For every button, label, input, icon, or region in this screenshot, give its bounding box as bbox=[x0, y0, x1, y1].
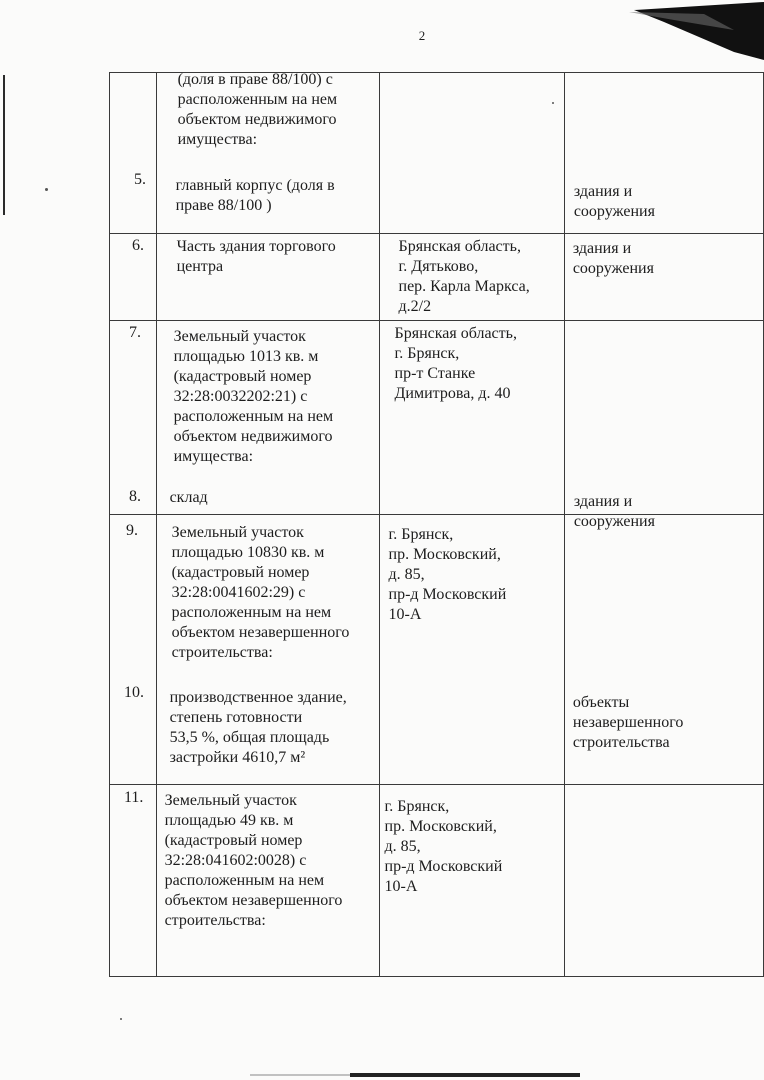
item-address: г. Брянск, пр. Московский, д. 85, пр-д Московский 10-А bbox=[388, 526, 507, 623]
item-description: Земельный участок площадью 10830 кв. м (кадастровый номер 32:28:0041602:29) с расположенным на нем объектом незавершенного строительства: bbox=[171, 524, 350, 661]
category-cell bbox=[564, 785, 763, 977]
item-number: 8. bbox=[129, 488, 141, 505]
item-category: здания и сооружения bbox=[573, 183, 655, 220]
scan-speck bbox=[120, 1018, 122, 1020]
category-cell bbox=[564, 515, 763, 785]
table-row bbox=[110, 321, 764, 515]
item-subdescription: склад bbox=[169, 489, 208, 506]
address-cell bbox=[379, 234, 564, 321]
description-cell bbox=[156, 515, 379, 785]
item-description: Часть здания торгового центра bbox=[176, 238, 336, 275]
scan-speck bbox=[45, 188, 48, 191]
number-cell bbox=[110, 515, 157, 785]
item-category: здания и сооружения bbox=[573, 493, 655, 530]
item-address: г. Брянск, пр. Московский, д. 85, пр-д Московский 10-А bbox=[384, 798, 503, 895]
scan-edge-mark bbox=[3, 75, 5, 215]
item-number: 9. bbox=[126, 522, 138, 539]
item-subdescription: главный корпус (доля в праве 88/100 ) bbox=[175, 177, 335, 214]
item-description: Земельный участок площадью 1013 кв. м (кадастровый номер 32:28:0032202:21) с расположенным на нем объектом недвижимого имущества: bbox=[173, 328, 334, 465]
item-number: 7. bbox=[129, 324, 141, 341]
address-cell bbox=[379, 73, 564, 234]
page-number: 2 bbox=[418, 28, 426, 43]
scan-shadow-corner bbox=[464, 0, 764, 60]
category-cell bbox=[564, 73, 763, 234]
item-description: (доля в праве 88/100) с расположенным на нем объектом недвижимого имущества: bbox=[177, 71, 338, 148]
item-subdescription: производственное здание, степень готовности 53,5 %, общая площадь застройки 4610,7 м² bbox=[169, 689, 347, 766]
item-address: Брянская область, г. Брянск, пр-т Станке Димитрова, д. 40 bbox=[394, 325, 517, 402]
item-address: Брянская область, г. Дятьково, пер. Карла Маркса, д.2/2 bbox=[398, 238, 530, 315]
item-number: 5. bbox=[134, 171, 146, 188]
table-row bbox=[110, 73, 764, 234]
description-cell bbox=[156, 234, 379, 321]
description-cell bbox=[156, 785, 379, 977]
description-cell bbox=[156, 73, 379, 234]
number-cell bbox=[110, 73, 157, 234]
number-cell bbox=[110, 234, 157, 321]
property-table bbox=[109, 72, 764, 977]
item-number: 10. bbox=[124, 684, 144, 701]
item-category: объекты незавершенного строительства bbox=[572, 694, 684, 751]
address-cell bbox=[379, 515, 564, 785]
category-cell bbox=[564, 321, 763, 530]
description-cell bbox=[156, 321, 379, 515]
address-cell bbox=[379, 785, 564, 977]
category-cell bbox=[564, 234, 763, 321]
item-description: Земельный участок площадью 49 кв. м (кадастровый номер 32:28:041602:0028) с расположенным на нем объектом незавершенного строительства: bbox=[164, 792, 343, 929]
number-cell bbox=[110, 321, 157, 515]
table-row bbox=[110, 234, 764, 321]
item-number: 11. bbox=[124, 789, 144, 806]
number-cell bbox=[110, 785, 157, 977]
address-cell bbox=[379, 321, 564, 515]
table-row bbox=[110, 515, 764, 785]
item-number: 6. bbox=[132, 237, 144, 254]
scan-shadow-bottom bbox=[250, 1072, 580, 1078]
table-row bbox=[110, 785, 764, 977]
item-category: здания и сооружения bbox=[572, 240, 654, 277]
